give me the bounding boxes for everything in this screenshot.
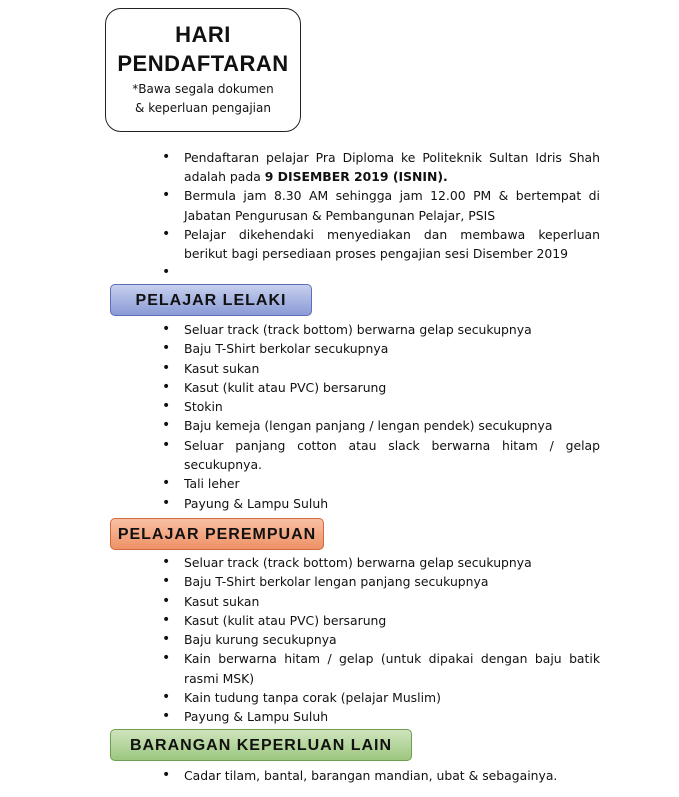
intro-item-empty: [160, 263, 600, 282]
section-header-other: BARANGAN KEPERLUAN LAIN: [110, 729, 412, 761]
intro-item-1-text: Pendaftaran pelajar Pra Diploma ke Politeknik Sultan Idris Shah adalah pada: [184, 150, 600, 185]
list-item: • Tali leher: [160, 474, 600, 493]
list-item: • Seluar track (track bottom) berwarna gelap secukupnya: [160, 320, 600, 339]
list-item: • Payung & Lampu Suluh: [160, 707, 600, 726]
list-item: • Kasut (kulit atau PVC) bersarung: [160, 611, 600, 630]
list-item: • Seluar panjang cotton atau slack berwarna hitam / gelap secukupnya.: [160, 436, 600, 475]
title-line-1: HARI: [175, 22, 231, 47]
section-header-female: PELAJAR PEREMPUAN: [110, 518, 324, 550]
list-item: • Kasut (kulit atau PVC) bersarung: [160, 378, 600, 397]
list-item: • Kain tudung tanpa corak (pelajar Muslim): [160, 688, 600, 707]
list-item: • Baju T-Shirt berkolar secukupnya: [160, 339, 600, 358]
list-item: • Baju kemeja (lengan panjang / lengan pendek) secukupnya: [160, 416, 600, 435]
intro-item-time-venue: • Bermula jam 8.30 AM sehingga jam 12.00 PM & bertempat di Jabatan Pengurusan & Pembangunan Pelajar, PSIS: [160, 186, 600, 224]
list-item: • Baju kurung secukupnya: [160, 630, 600, 649]
title-note-line-2: & keperluan pengajian: [135, 101, 271, 115]
title-note: [106, 80, 300, 118]
female-items-list: [160, 553, 600, 727]
list-item: • Payung & Lampu Suluh: [160, 494, 600, 513]
title-line-2: PENDAFTARAN: [117, 51, 289, 76]
list-item: • Cadar tilam, bantal, barangan mandian, ubat & sebagainya.: [160, 766, 600, 785]
list-item: • Kasut sukan: [160, 359, 600, 378]
other-items-list: [160, 766, 600, 785]
list-item: • Kasut sukan: [160, 592, 600, 611]
male-items-list: [160, 320, 600, 513]
list-item: • Kain berwarna hitam / gelap (untuk dipakai dengan baju batik rasmi MSK): [160, 649, 600, 688]
intro-list: [160, 148, 600, 282]
registration-date: 9 DISEMBER 2019 (ISNIN).: [264, 169, 448, 185]
section-header-male: PELAJAR LELAKI: [110, 284, 312, 316]
list-item: • Stokin: [160, 397, 600, 416]
list-item: • Seluar track (track bottom) berwarna gelap secukupnya: [160, 553, 600, 572]
title-box: [105, 8, 301, 132]
intro-item-requirements: • Pelajar dikehendaki menyediakan dan membawa keperluan berikut bagi persediaan proses pengajian sesi Disember 2019: [160, 225, 600, 263]
intro-item-registration-date: [160, 148, 600, 186]
list-item: • Baju T-Shirt berkolar lengan panjang secukupnya: [160, 572, 600, 591]
title-note-line-1: *Bawa segala dokumen: [132, 82, 274, 96]
